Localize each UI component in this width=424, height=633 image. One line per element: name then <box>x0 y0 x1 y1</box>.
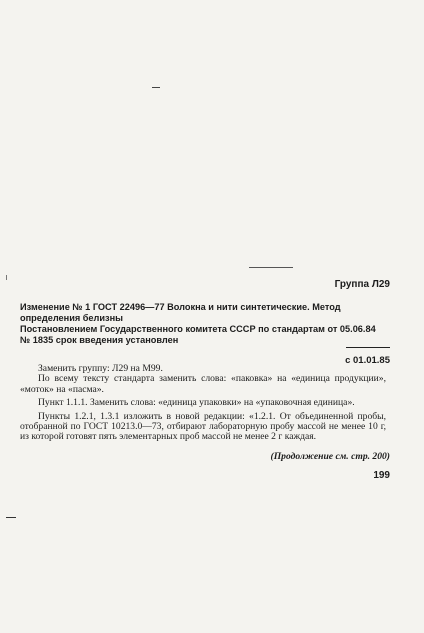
paragraph-1: Заменить группу: Л29 на М99. <box>38 363 163 374</box>
margin-tick <box>6 275 7 280</box>
page-number: 199 <box>373 470 390 481</box>
change-title: Изменение № 1 ГОСТ 22496—77 Волокна и нити синтетические. Метод определения белизны <box>20 302 341 323</box>
separator-rule <box>249 267 293 268</box>
paragraph-2: По всему тексту стандарта заменить слова: «паковка» на «единица продукции», «моток» на «пасма». <box>20 373 386 395</box>
paragraph-3: Пункт 1.1.1. Заменить слова: «единица упаковки» на «упаковочная единица». <box>38 397 355 409</box>
paragraph-4: Пункты 1.2.1, 1.3.1 изложить в новой редакции: «1.2.1. От объединенной пробы, отобранной по ГОСТ 10213.0—73, отбирают лабораторную пробу массой не менее 10 г, из которой готовят пять элементарных проб массой не менее 2 г каждая. <box>20 410 386 443</box>
effective-date: с 01.01.85 <box>345 355 390 366</box>
date-overline <box>346 347 390 348</box>
decree-text: Постановлением Государственного комитета СССР по стандартам от 05.06.84 № 1835 срок введения установлен <box>20 324 376 345</box>
amendment-body <box>20 364 386 443</box>
continuation-note: (Продолжение см. стр. 200) <box>270 451 390 462</box>
group-label: Группа Л29 <box>334 279 390 290</box>
top-dash-mark <box>152 87 160 88</box>
margin-mark <box>6 517 16 518</box>
